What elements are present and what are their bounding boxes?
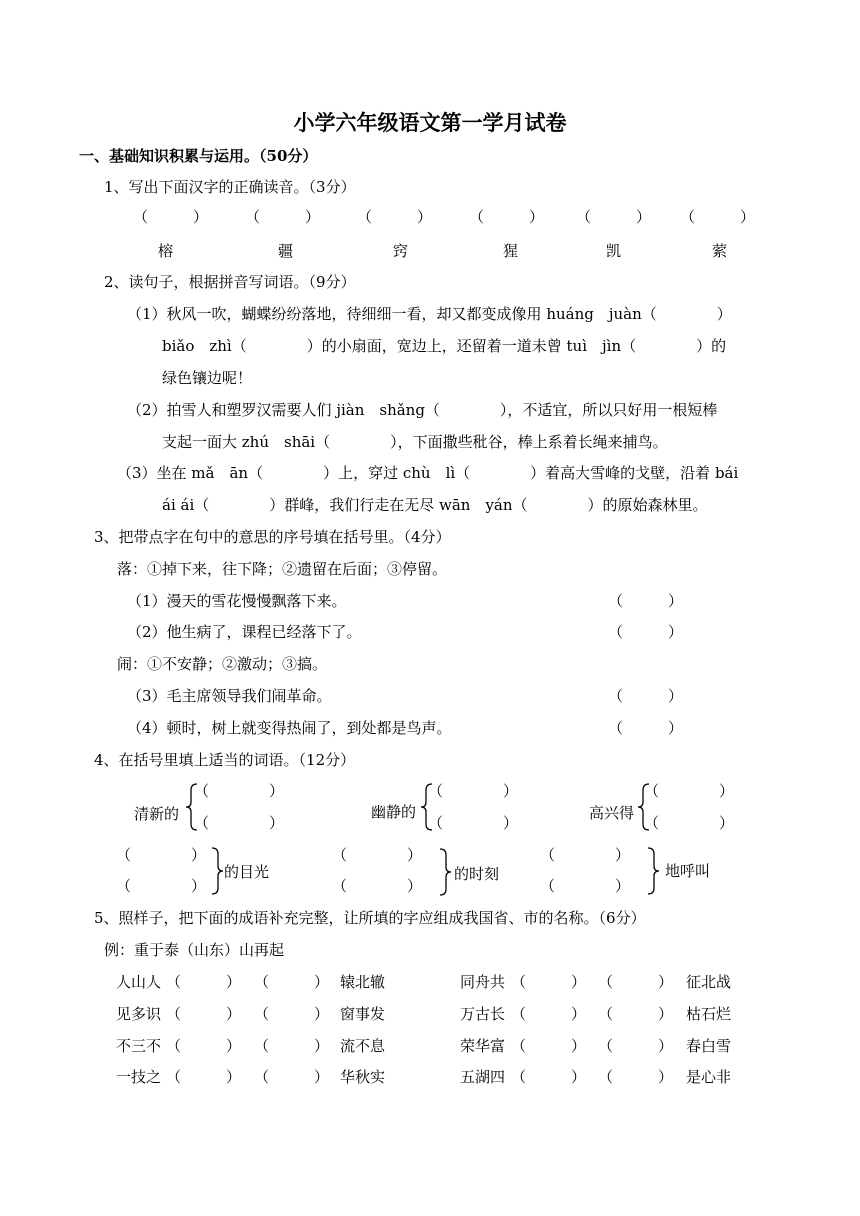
q2-line: 支起一面大 zhú shāi（ ），下面撒些秕谷，棒上系着长绳来捕鸟。 [162,433,668,451]
word-stem: 地呼叫 [665,862,711,880]
word-stem: 高兴得 [589,804,635,822]
page-title: 小学六年级语文第一学月试卷 [293,110,567,135]
character: 窍 [393,242,409,260]
brace-icon [436,847,452,897]
word-stem: 的目光 [224,863,270,881]
idiom-blank[interactable]: （ ） [598,1037,674,1055]
question-4-prompt: 4、在括号里填上适当的词语。（12分） [94,751,356,769]
pinyin-blank[interactable]: （ ） [133,208,209,226]
q3-answer-blank[interactable]: （ ） [608,687,684,705]
q2-line: （2）拍雪人和塑罗汉需要人们 jiàn shǎng（ ），不适宜，所以只好用一根短棒 [127,401,718,419]
idiom-end: 辕北辙 [340,973,386,991]
section-heading: 一、基础知识积累与运用。（50分） [79,147,318,165]
pinyin-blank[interactable]: （ ） [680,208,756,226]
brace-icon [644,846,660,896]
idiom-end: 枯石烂 [686,1005,732,1023]
definition-luo: 落：①掉下来，往下降；②遗留在后面；③停留。 [117,560,448,578]
idiom-blank[interactable]: （ ） [166,1068,242,1086]
q2-line: （1）秋风一吹，蝴蝶纷纷落地，待细细一看，却又都变成像用 huáng juàn（ ） [127,305,732,323]
word-blank[interactable]: （ ） [644,814,735,832]
idiom-blank[interactable]: （ ） [511,1037,587,1055]
word-blank[interactable]: （ ） [644,782,735,800]
idiom-start: 一技之 [116,1068,162,1086]
question-1-prompt: 1、写出下面汉字的正确读音。（3分） [104,178,356,196]
pinyin-blank[interactable]: （ ） [576,208,652,226]
character: 猩 [503,242,519,260]
q3-answer-blank[interactable]: （ ） [608,719,684,737]
q2-line: （3）坐在 mǎ ān（ ）上，穿过 chù lì（ ）着高大雪峰的戈壁，沿着 bái [117,464,739,482]
character: 凯 [606,242,622,260]
word-blank[interactable]: （ ） [428,782,519,800]
idiom-blank[interactable]: （ ） [598,1068,674,1086]
q3-answer-blank[interactable]: （ ） [608,592,684,610]
definition-nao: 闹：①不安静；②激动；③搞。 [117,655,328,673]
word-blank[interactable]: （ ） [194,782,285,800]
idiom-blank[interactable]: （ ） [254,1068,330,1086]
word-blank[interactable]: （ ） [194,814,285,832]
word-stem: 幽静的 [371,803,417,821]
brace-icon [208,846,224,896]
idiom-blank[interactable]: （ ） [254,1005,330,1023]
idiom-start: 见多识 [116,1005,162,1023]
q3-item: （3）毛主席领导我们闹革命。 [127,687,332,705]
character: 榕 [158,242,174,260]
q3-item: （2）他生病了，课程已经落下了。 [127,623,362,641]
idiom-start: 五湖四 [460,1068,506,1086]
idiom-start: 不三不 [116,1037,162,1055]
example-line: 例：重于泰（山东）山再起 [104,941,285,959]
word-blank[interactable]: （ ） [116,846,207,864]
word-stem: 清新的 [134,805,180,823]
q2-line: 绿色镶边呢！ [162,369,253,387]
question-2-prompt: 2、读句子，根据拼音写词语。（9分） [104,273,356,291]
q3-item: （1）漫天的雪花慢慢飘落下来。 [127,592,347,610]
idiom-blank[interactable]: （ ） [511,973,587,991]
idiom-end: 是心非 [686,1068,732,1086]
question-5-prompt: 5、照样子，把下面的成语补充完整，让所填的字应组成我国省、市的名称。（6分） [94,909,646,927]
idiom-blank[interactable]: （ ） [598,973,674,991]
q3-item: （4）顿时，树上就变得热闹了，到处都是鸟声。 [127,719,452,737]
idiom-end: 征北战 [686,973,732,991]
character: 疆 [278,242,294,260]
word-blank[interactable]: （ ） [116,877,207,895]
idiom-blank[interactable]: （ ） [598,1005,674,1023]
pinyin-blank[interactable]: （ ） [245,208,321,226]
word-blank[interactable]: （ ） [540,846,631,864]
pinyin-blank[interactable]: （ ） [469,208,545,226]
idiom-end: 窗事发 [340,1005,386,1023]
idiom-start: 同舟共 [460,973,506,991]
word-blank[interactable]: （ ） [332,846,423,864]
idiom-start: 荣华富 [460,1037,506,1055]
idiom-blank[interactable]: （ ） [166,1005,242,1023]
q3-answer-blank[interactable]: （ ） [608,623,684,641]
character: 萦 [712,242,728,260]
idiom-blank[interactable]: （ ） [254,1037,330,1055]
idiom-blank[interactable]: （ ） [511,1068,587,1086]
idiom-end: 流不息 [340,1037,386,1055]
idiom-blank[interactable]: （ ） [254,973,330,991]
q2-line: biǎo zhì（ ）的小扇面，宽边上，还留着一道未曾 tuì jìn（ ）的 [162,337,727,355]
idiom-start: 人山人 [116,973,162,991]
word-blank[interactable]: （ ） [332,877,423,895]
word-stem: 的时刻 [454,865,500,883]
q2-line: ái ái（ ）群峰，我们行走在无尽 wān yán（ ）的原始森林里。 [162,496,708,514]
idiom-blank[interactable]: （ ） [166,973,242,991]
word-blank[interactable]: （ ） [428,814,519,832]
idiom-blank[interactable]: （ ） [166,1037,242,1055]
idiom-end: 华秋实 [340,1068,386,1086]
idiom-end: 春白雪 [686,1037,732,1055]
idiom-blank[interactable]: （ ） [511,1005,587,1023]
word-blank[interactable]: （ ） [540,877,631,895]
pinyin-blank[interactable]: （ ） [357,208,433,226]
idiom-start: 万古长 [460,1005,506,1023]
question-3-prompt: 3、把带点字在句中的意思的序号填在括号里。（4分） [94,528,451,546]
